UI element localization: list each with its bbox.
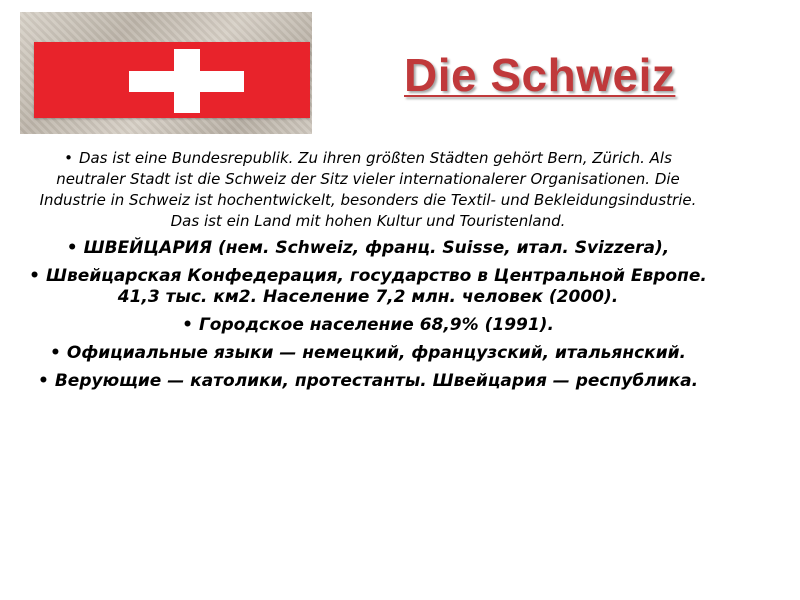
page-title: Die Schweiz xyxy=(404,49,676,101)
bullet-dot: • xyxy=(29,266,41,286)
swiss-flag xyxy=(34,42,310,118)
bullet-item: • ШВЕЙЦАРИЯ (нем. Schweiz, франц. Suisse, итал. Svizzera), xyxy=(66,238,670,258)
bullet-dot: • xyxy=(50,343,61,363)
bullet-list xyxy=(28,148,708,399)
bullet-item: • Швейцарская Конфедерация, государство в Центральной Европе. 41,3 тыс. км2. Население 7,2 млн. человек (2000). xyxy=(29,266,707,307)
bullet-item: • Das ist eine Bundesrepublik. Zu ihren größten Städten gehört Bern, Zürich. Als neutraler Stadt ist die Schweiz der Sitz vieler internationalerer Organisationen. Die Industrie in Schweiz ist hochentwickelt, besonders die Textil- und Bekleidungsindustrie. Das ist ein Land mit hohen Kultur und Touristenland. xyxy=(39,149,697,230)
bullet-dot: • xyxy=(66,238,78,258)
flag-cross-vertical xyxy=(174,49,200,113)
bullet-item: • Официальные языки — немецкий, французский, итальянский. xyxy=(50,343,686,363)
bullet-item: • Верующие — католики, протестанты. Швейцария — республика. xyxy=(37,371,699,391)
bullet-dot: • xyxy=(37,371,49,391)
bullet-dot: • xyxy=(64,149,73,167)
swiss-flag-image xyxy=(20,12,312,134)
bullet-dot: • xyxy=(182,315,193,335)
bullet-item: • Городское население 68,9% (1991). xyxy=(182,315,554,335)
